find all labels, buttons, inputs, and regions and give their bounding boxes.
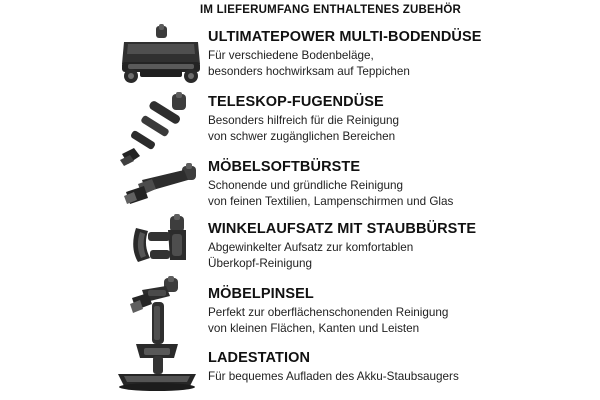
accessory-item-2 <box>208 159 596 209</box>
accessory-title: MÖBELSOFTBÜRSTE <box>208 159 361 175</box>
illustration-column <box>0 0 205 400</box>
accessory-description <box>208 113 596 144</box>
floor-nozzle-illustration <box>118 24 204 86</box>
page-title: IM LIEFERUMFANG ENTHALTENES ZUBEHÖR <box>200 4 462 16</box>
accessory-item-0 <box>208 29 596 79</box>
accessory-title: MÖBELPINSEL <box>208 286 314 302</box>
accessory-description <box>208 369 596 385</box>
accessory-title: ULTIMATEPOWER MULTI-BODENDÜSE <box>208 29 482 45</box>
accessory-title: LADESTATION <box>208 350 311 366</box>
accessory-description-line: von kleinen Flächen, Kanten und Leisten <box>208 321 420 335</box>
accessory-description <box>208 178 596 209</box>
accessory-item-1 <box>208 94 596 144</box>
accessory-description <box>208 240 596 271</box>
accessory-item-4 <box>208 286 596 336</box>
accessory-title: TELESKOP-FUGENDÜSE <box>208 94 384 110</box>
accessory-description-line: Schonende und gründliche Reinigung <box>208 179 403 192</box>
charging-station-illustration <box>110 300 204 392</box>
soft-furniture-brush-illustration <box>122 162 200 210</box>
accessory-description-line: Für verschiedene Bodenbeläge, <box>208 49 374 62</box>
accessory-description-line: Besonders hilfreich für die Reinigung <box>208 114 400 127</box>
accessory-title: WINKELAUFSATZ MIT STAUBBÜRSTE <box>208 221 477 237</box>
accessory-description-line: von schwer zugänglichen Bereichen <box>208 129 396 143</box>
accessory-description-line: Abgewinkelter Aufsatz zur komfortablen <box>208 241 414 254</box>
accessory-description-line: Perfekt zur oberflächenschonenden Reinigung <box>208 306 449 319</box>
accessory-description <box>208 48 596 79</box>
accessory-description-line: besonders hochwirksam auf Teppichen <box>208 64 410 78</box>
angled-dusting-brush-illustration <box>130 214 196 270</box>
accessory-item-3 <box>208 221 596 271</box>
accessory-description-line: von feinen Textilien, Lampenschirmen und Glas <box>208 194 454 208</box>
crevice-tool-illustration <box>118 92 194 170</box>
accessory-item-5 <box>208 350 596 385</box>
accessory-description <box>208 305 596 336</box>
accessory-description-line: Überkopf-Reinigung <box>208 256 312 270</box>
accessory-description-line: Für bequemes Aufladen des Akku-Staubsaugers <box>208 370 459 383</box>
